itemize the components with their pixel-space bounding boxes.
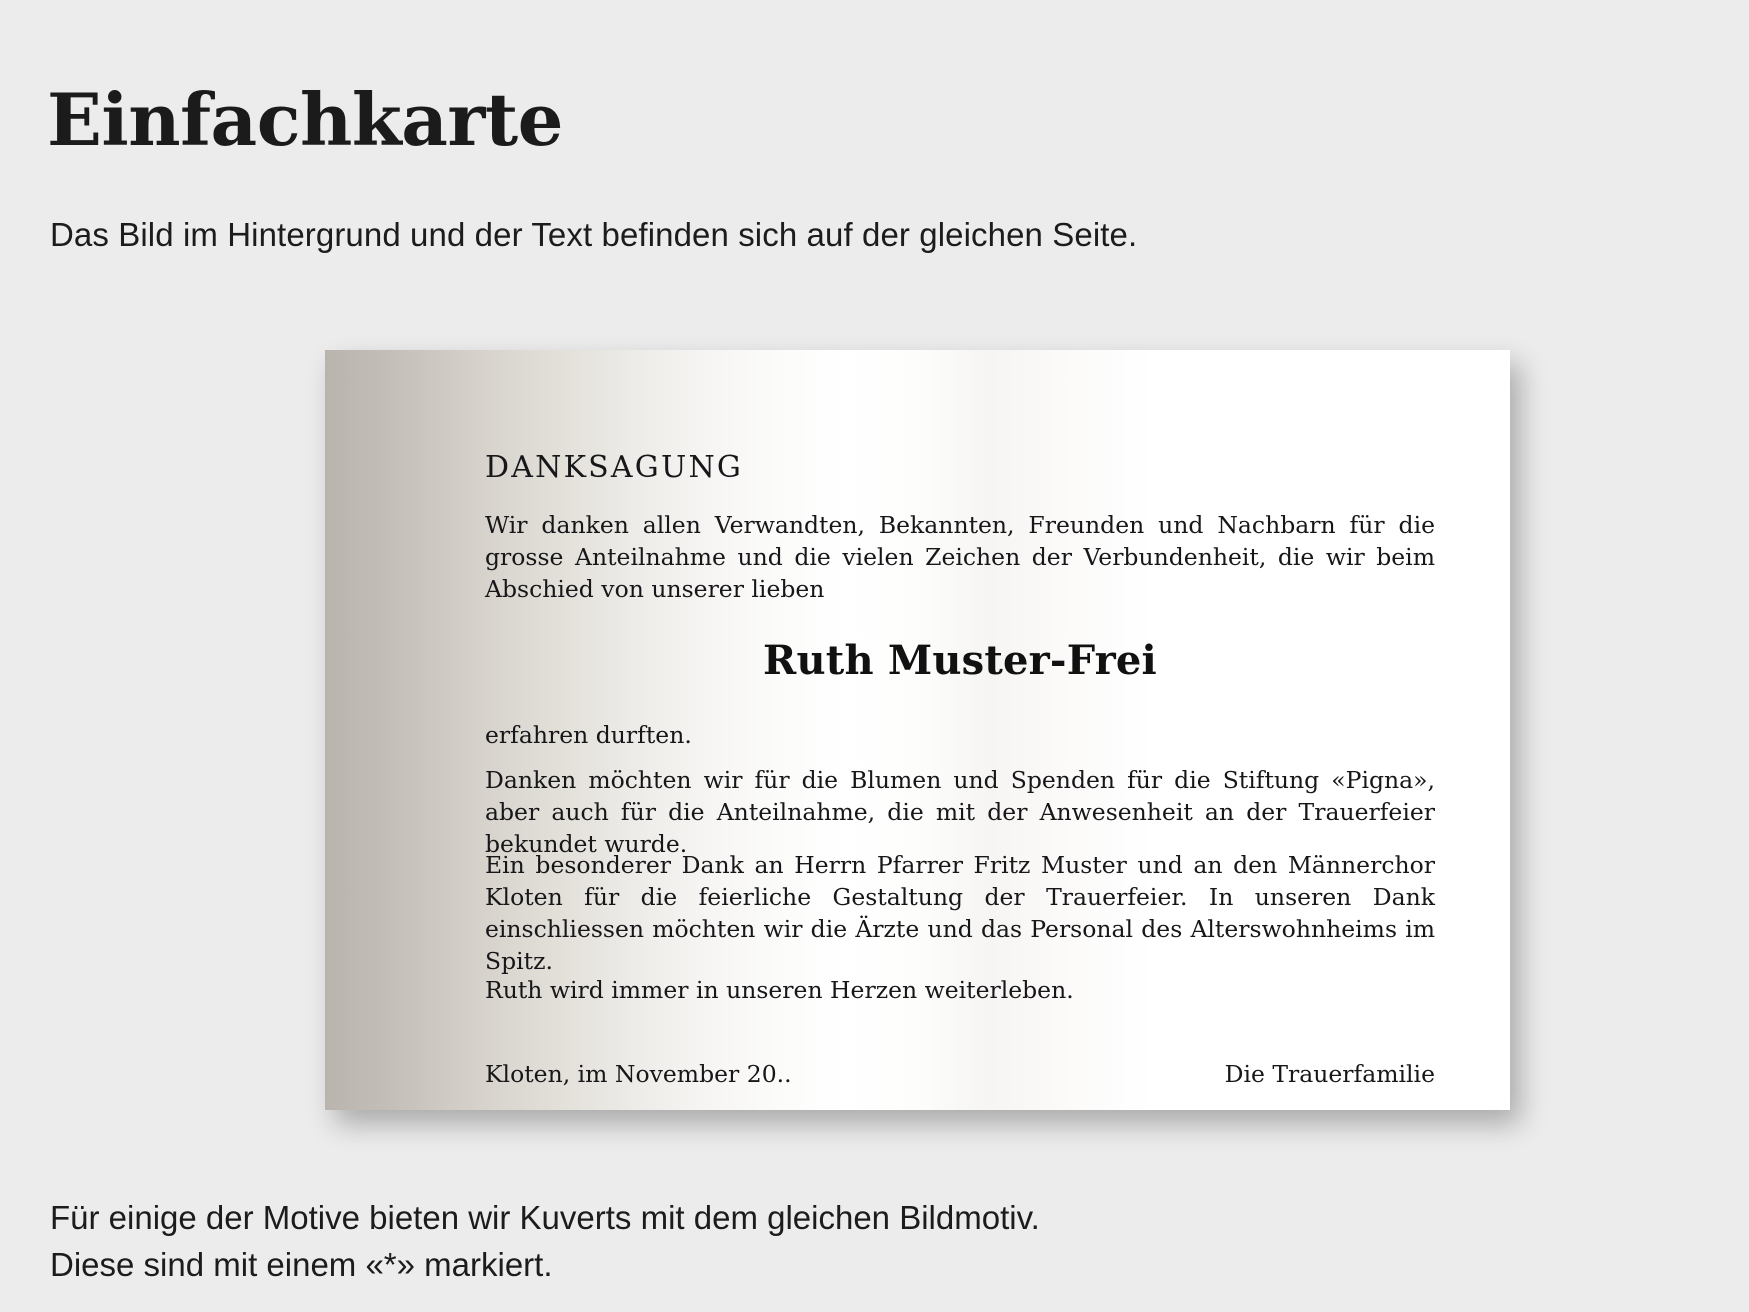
card-paragraph-3: Danken möchten wir für die Blumen und Spenden für die Stiftung «Pigna», aber auch für die Anteilnahme, die mit der Anwesenheit an der Trauerfeier bekundet wurde. [485, 766, 1435, 858]
card-surface [325, 350, 1510, 1110]
card-paragraph-4: Ein besonderer Dank an Herrn Pfarrer Fritz Muster und an den Männerchor Kloten für die feierliche Gestaltung der Trauerfeier. In unseren Dank einschliessen möchten wir die Ärzte und das Personal des Alterswohnheims im Spitz. [485, 851, 1435, 975]
card-footer-signature: Die Trauerfamilie [1224, 1060, 1435, 1088]
footer-note-line-1: Für einige der Motive bieten wir Kuverts mit dem gleichen Bildmotiv. [50, 1199, 1040, 1236]
card-paragraph-2: erfahren durften. [485, 721, 692, 749]
footer-note [50, 1195, 1040, 1289]
card-footer [485, 1060, 1435, 1088]
page-subtitle: Das Bild im Hintergrund und der Text befinden sich auf der gleichen Seite. [50, 216, 1138, 253]
card-preview [325, 350, 1510, 1110]
card-paragraph-1: Wir danken allen Verwandten, Bekannten, Freunden und Nachbarn für die grosse Anteilnahme und die vielen Zeichen der Verbundenheit, die wir beim Abschied von unserer lieben [485, 511, 1435, 603]
card-content [325, 350, 1510, 1110]
page-title: Einfachkarte [47, 77, 563, 163]
card-heading: DANKSAGUNG [485, 450, 744, 485]
deceased-name: Ruth Muster-Frei [763, 637, 1157, 684]
footer-note-line-2: Diese sind mit einem «*» markiert. [50, 1245, 553, 1283]
card-paragraph-5: Ruth wird immer in unseren Herzen weiterleben. [485, 976, 1074, 1004]
card-footer-place-date: Kloten, im November 20.. [485, 1060, 792, 1088]
